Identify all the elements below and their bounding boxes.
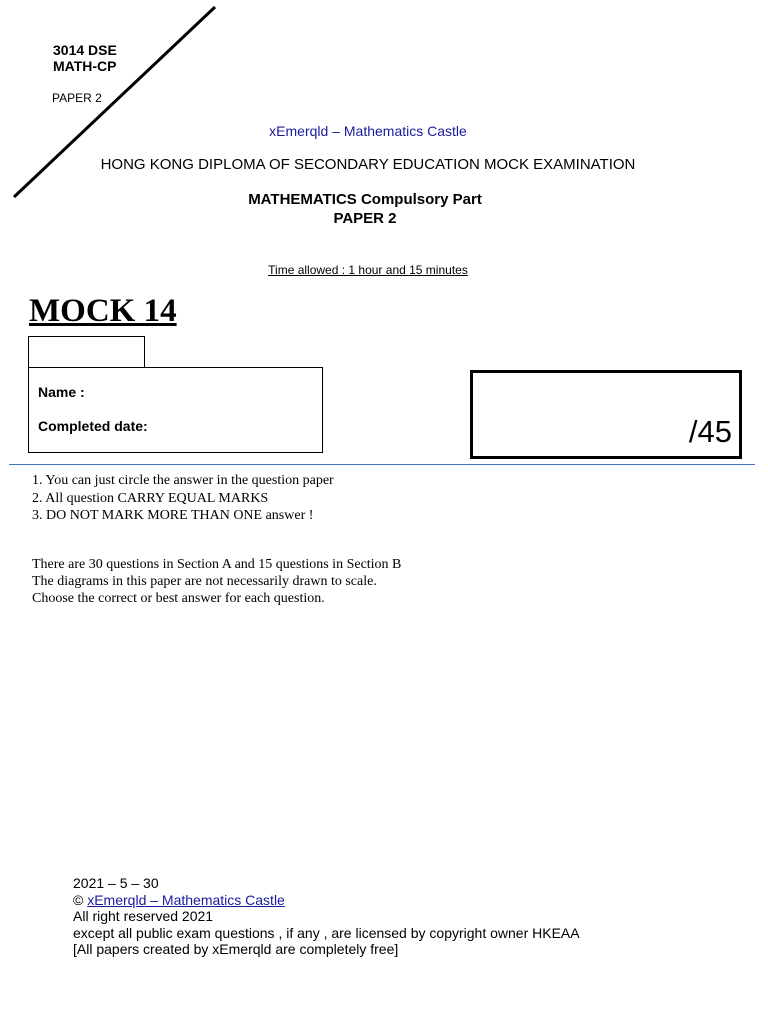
footer-free-note: [All papers created by xEmerqld are completely free] [73,941,399,957]
time-allowed: Time allowed : 1 hour and 15 minutes [268,263,468,277]
student-info-box [28,367,323,453]
info-line: There are 30 questions in Section A and 15 questions in Section B [32,557,402,572]
score-box [470,370,742,459]
exam-info [32,556,401,607]
info-line: The diagrams in this paper are not necessarily drawn to scale. [32,574,377,589]
course-code-block [53,42,117,74]
footer-copyright [73,892,580,909]
name-label: Name : [38,384,85,400]
subject-code: MATH-CP [53,58,117,74]
course-code: 3014 DSE [53,42,117,58]
paper-title: PAPER 2 [333,210,397,227]
paper-label: PAPER 2 [52,91,102,105]
small-label-box [28,336,145,367]
instruction-item: 1. You can just circle the answer in the question paper [32,473,334,488]
completed-date-label: Completed date: [38,418,148,434]
info-line: Choose the correct or best answer for each question. [32,591,325,606]
instructions-list [32,472,334,525]
footer-date: 2021 – 5 – 30 [73,875,159,891]
footer [73,875,580,958]
exam-title: HONG KONG DIPLOMA OF SECONDARY EDUCATION MOCK EXAMINATION [100,156,636,173]
copyright-link[interactable]: xEmerqld – Mathematics Castle [87,891,285,908]
score-total: /45 [688,414,732,449]
mock-title: MOCK 14 [29,293,177,329]
divider-line [9,464,755,465]
instruction-item: 2. All question CARRY EQUAL MARKS [32,490,269,506]
organization-name: xEmerqld – Mathematics Castle [269,123,467,139]
footer-rights: All right reserved 2021 [73,908,214,924]
footer-license: except all public exam questions , if any , are licensed by copyright owner HKEAA [73,924,580,941]
subject-heading [0,190,730,228]
instruction-item: 3. DO NOT MARK MORE THAN ONE answer ! [32,508,314,523]
subject-title: MATHEMATICS Compulsory Part [248,191,482,208]
copyright-symbol: © [73,891,88,908]
